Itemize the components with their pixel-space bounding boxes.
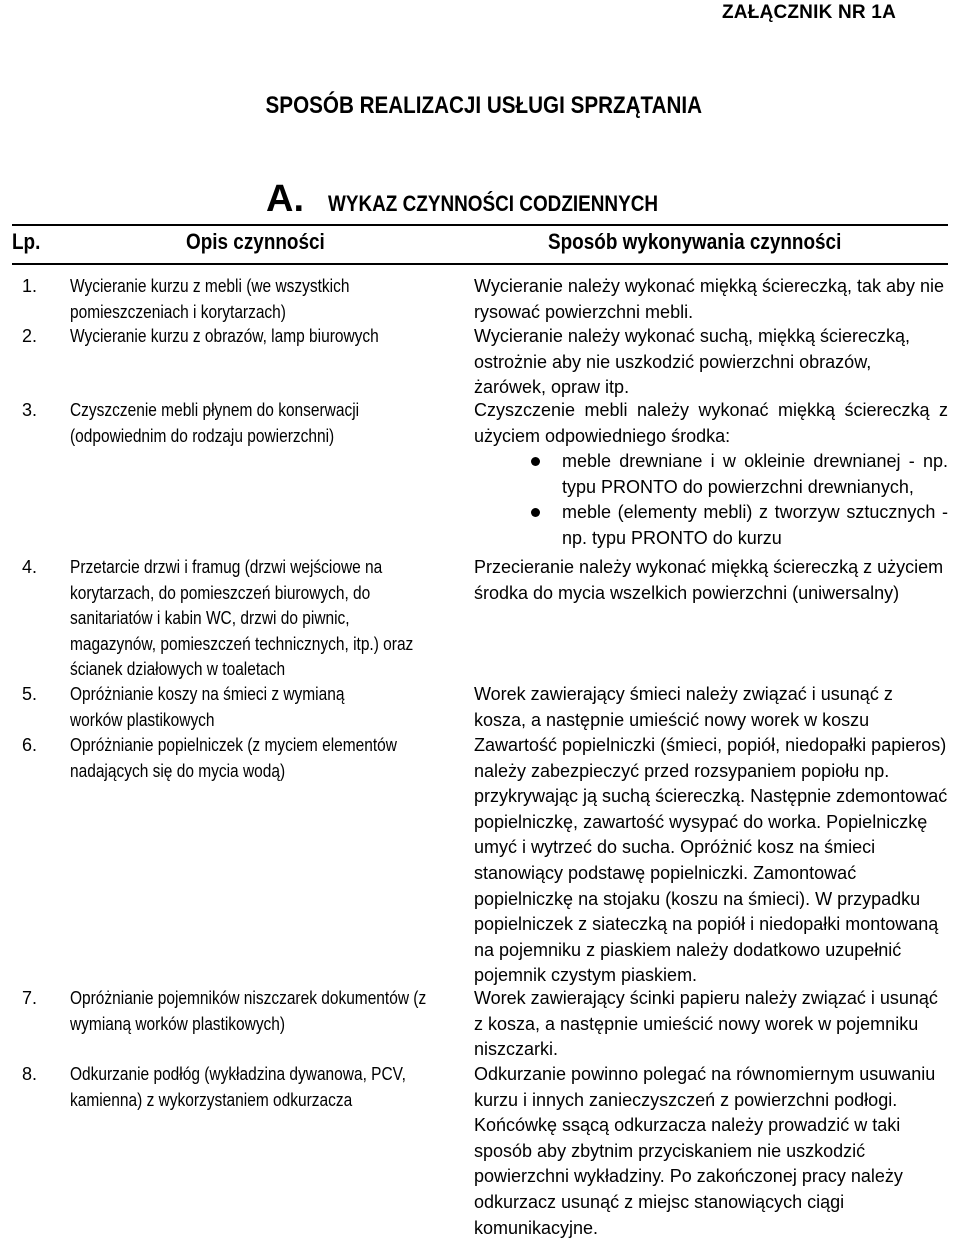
bullet-icon <box>531 457 540 466</box>
task-description: Opróżnianie popielniczek (z myciem elementów nadających się do mycia wodą) <box>70 735 397 781</box>
row-number: 1. <box>22 276 38 296</box>
column-header-method: Sposób wykonywania czynności <box>548 229 842 254</box>
task-method: Wycieranie należy wykonać suchą, miękką ściereczką, ostrożnie aby nie uszkodzić powierzchni obrazów, żarówek, opraw itp. <box>474 326 911 398</box>
product-list <box>474 449 948 551</box>
bullet-icon <box>531 508 540 517</box>
task-method-intro: Czyszczenie mebli należy wykonać miękką ściereczką z użyciem odpowiedniego środka: <box>474 400 948 446</box>
row-number: 8. <box>22 1064 38 1084</box>
row-number: 5. <box>22 684 38 704</box>
task-description: Czyszczenie mebli płynem do konserwacji (odpowiednim do rodzaju powierzchni) <box>70 400 360 446</box>
list-item: meble (elementy mebli) z tworzyw sztucznych - np. typu PRONTO do kurzu <box>474 500 948 551</box>
task-method: Worek zawierający śmieci należy związać i usunąć z kosza, a następnie umieścić nowy worek w koszu <box>474 684 893 730</box>
task-description: Przetarcie drzwi i framug (drzwi wejściowe na korytarzach, do pomieszczeń biurowych, do sanitariatów i kabin WC, drzwi do piwnic, magazynów, pomieszczeń technicznych, itp.) oraz ścianek działowych w toaletach <box>70 557 414 680</box>
table-top-rule <box>12 224 948 226</box>
task-method <box>474 398 948 552</box>
task-method: Wycieranie należy wykonać miękką ściereczką, tak aby nie rysować powierzchni mebli. <box>474 276 945 322</box>
task-method: Przecieranie należy wykonać miękką ściereczką z użyciem środka do mycia wszelkich powierzchni (uniwersalny) <box>474 557 944 603</box>
section-title <box>266 178 712 221</box>
task-description: Odkurzanie podłóg (wykładzina dywanowa, PCV, kamienna) z wykorzystaniem odkurzacza <box>70 1064 406 1110</box>
section-letter: A. <box>266 178 304 220</box>
annex-label: ZAŁĄCZNIK NR 1A <box>722 2 896 23</box>
task-method: Worek zawierający ścinki papieru należy związać i usunąć z kosza, a następnie umieścić nowy worek w pojemniku niszczarki. <box>474 988 938 1060</box>
row-number: 3. <box>22 400 38 420</box>
row-number: 6. <box>22 735 38 755</box>
row-number: 2. <box>22 326 38 346</box>
task-description: Opróżnianie pojemników niszczarek dokumentów (z wymianą worków plastikowych) <box>70 988 427 1034</box>
task-description: Wycieranie kurzu z obrazów, lamp biurowych <box>70 326 379 346</box>
row-number: 4. <box>22 557 38 577</box>
row-number: 7. <box>22 988 38 1008</box>
column-header-lp: Lp. <box>12 229 41 254</box>
section-heading: WYKAZ CZYNNOŚCI CODZIENNYCH <box>328 191 659 216</box>
task-description: Opróżnianie koszy na śmieci z wymianą worków plastikowych <box>70 684 345 730</box>
column-header-desc: Opis czynności <box>186 229 325 254</box>
task-method: Odkurzanie powinno polegać na równomiernym usuwaniu kurzu i innych zanieczyszczeń z powierzchni podłogi. Końcówkę ssącą odkurzacza należy prowadzić w taki sposób aby zbytnim przyciskaniem nie uszkodzić powierzchni wykładziny. Po zakończonej pracy należy odkurzacz usunąć z miejsc stanowiących ciągi komunikacyjne. <box>474 1064 936 1238</box>
task-method: Zawartość popielniczki (śmieci, popiół, niedopałki papieros) należy zabezpieczyć przed rozsypaniem popiołu np. przykrywając ją suchą ściereczką. Następnie zdemontować popielniczkę, zawartość wysypać do worka. Popielniczkę umyć i wytrzeć do sucha. Opróżnić kosz na śmieci stanowiący podstawę popielniczki. Zamontować popielniczkę na stojaku (koszu na śmieci). W przypadku popielniczek z siateczką na popiół i niedopałki montowaną na pojemniku z piaskiem należy dodatkowo uzupełnić pojemnik czystym piaskiem. <box>474 735 948 986</box>
task-description: Wycieranie kurzu z mebli (we wszystkich pomieszczeniach i korytarzach) <box>70 276 350 322</box>
table-header-rule <box>12 263 948 265</box>
list-item: meble drewniane i w okleinie drewnianej - np. typu PRONTO do powierzchni drewnianych, <box>474 449 948 500</box>
page-title: SPOSÓB REALIZACJI USŁUGI SPRZĄTANIA <box>265 92 703 119</box>
